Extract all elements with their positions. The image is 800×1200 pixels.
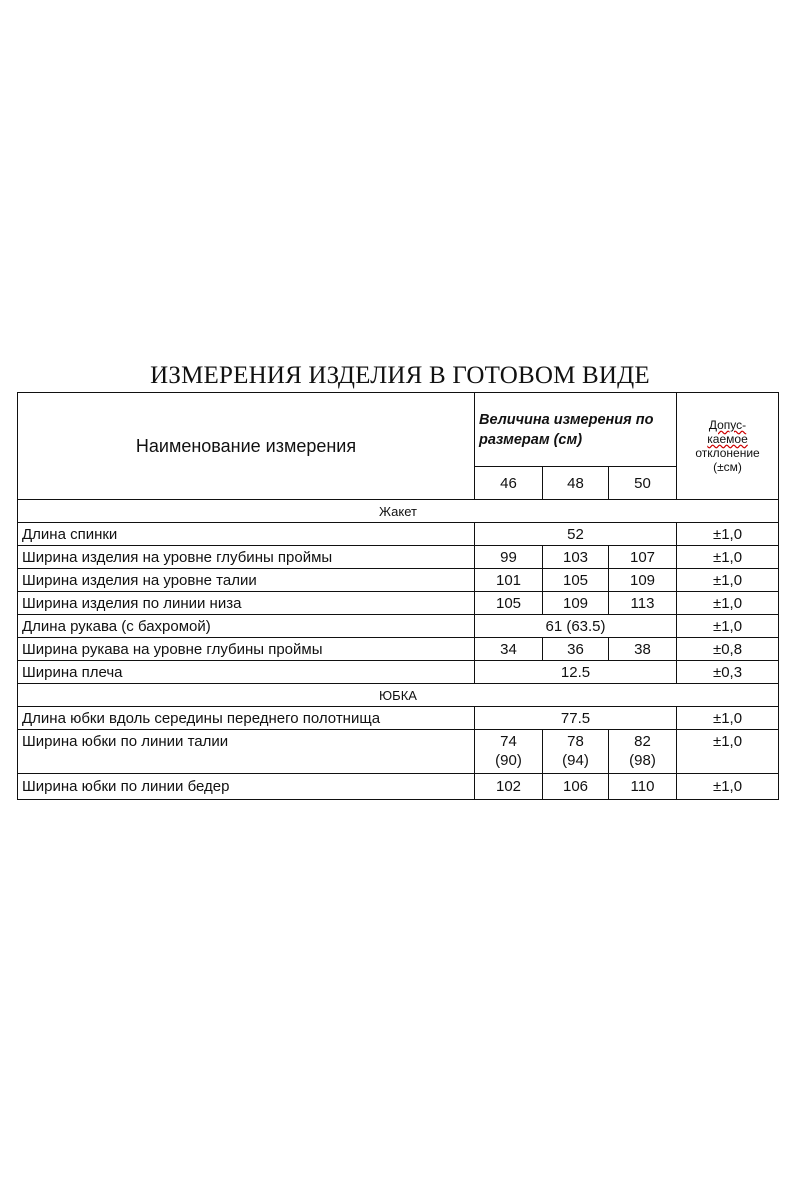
row-value-alt: (98) <box>629 752 656 769</box>
table-row <box>18 546 779 569</box>
row-name: Ширина плеча <box>18 661 475 684</box>
table-row <box>18 592 779 615</box>
row-value-46: 99 <box>475 546 543 569</box>
row-value-main: 74 <box>500 733 517 750</box>
row-value-50: 110 <box>609 774 677 800</box>
header-size-50: 50 <box>609 467 677 500</box>
row-value-48: 105 <box>543 569 609 592</box>
header-tolerance-line4: (±см) <box>713 460 742 474</box>
header-size-48: 48 <box>543 467 609 500</box>
header-tolerance-line3: отклонение <box>695 446 760 460</box>
row-value-46: 101 <box>475 569 543 592</box>
table-row <box>18 661 779 684</box>
table-row <box>18 523 779 546</box>
row-tolerance: ±1,0 <box>677 730 779 774</box>
row-value-46: 105 <box>475 592 543 615</box>
row-value-50: 109 <box>609 569 677 592</box>
row-value-merged: 12.5 <box>475 661 677 684</box>
row-tolerance: ±1,0 <box>677 707 779 730</box>
header-tolerance-line2: каемое <box>707 432 748 446</box>
row-tolerance: ±1,0 <box>677 546 779 569</box>
row-name: Длина юбки вдоль середины переднего полотнища <box>18 707 475 730</box>
row-tolerance: ±1,0 <box>677 615 779 638</box>
table-row <box>18 774 779 800</box>
row-value-46: 102 <box>475 774 543 800</box>
row-name: Ширина изделия на уровне глубины проймы <box>18 546 475 569</box>
header-name-column: Наименование измерения <box>18 393 475 500</box>
page-title: ИЗМЕРЕНИЯ ИЗДЕЛИЯ В ГОТОВОМ ВИДЕ <box>150 362 650 389</box>
header-size-group: Величина измерения по размерам (см) <box>475 393 677 467</box>
row-value-merged: 61 (63.5) <box>475 615 677 638</box>
row-name: Ширина рукава на уровне глубины проймы <box>18 638 475 661</box>
table-row <box>18 615 779 638</box>
row-value-48: 109 <box>543 592 609 615</box>
row-name: Ширина юбки по линии бедер <box>18 774 475 800</box>
row-value-50: 38 <box>609 638 677 661</box>
row-name: Длина спинки <box>18 523 475 546</box>
table-row <box>18 730 779 774</box>
row-tolerance: ±0,3 <box>677 661 779 684</box>
row-value-main: 78 <box>567 733 584 750</box>
row-value-50: 107 <box>609 546 677 569</box>
row-name: Длина рукава (с бахромой) <box>18 615 475 638</box>
header-tolerance-line1: Допус- <box>708 418 747 432</box>
measurements-table <box>17 392 779 800</box>
row-value-48: 106 <box>543 774 609 800</box>
row-value-alt: (94) <box>562 752 589 769</box>
row-value-48: 103 <box>543 546 609 569</box>
row-value-50 <box>609 730 677 774</box>
row-value-46 <box>475 730 543 774</box>
row-value-alt: (90) <box>495 752 522 769</box>
header-tolerance <box>677 393 779 500</box>
row-tolerance: ±1,0 <box>677 774 779 800</box>
row-value-46: 34 <box>475 638 543 661</box>
row-value-48: 36 <box>543 638 609 661</box>
header-size-46: 46 <box>475 467 543 500</box>
row-value-48 <box>543 730 609 774</box>
row-value-50: 113 <box>609 592 677 615</box>
table-row <box>18 638 779 661</box>
table-row <box>18 569 779 592</box>
row-value-merged: 52 <box>475 523 677 546</box>
section-title-skirt: ЮБКА <box>18 684 779 707</box>
row-name: Ширина изделия на уровне талии <box>18 569 475 592</box>
table-row <box>18 707 779 730</box>
row-name: Ширина юбки по линии талии <box>18 730 475 774</box>
section-title-jacket: Жакет <box>18 500 779 523</box>
row-tolerance: ±1,0 <box>677 523 779 546</box>
row-value-main: 82 <box>634 733 651 750</box>
row-tolerance: ±1,0 <box>677 592 779 615</box>
row-tolerance: ±1,0 <box>677 569 779 592</box>
row-tolerance: ±0,8 <box>677 638 779 661</box>
row-name: Ширина изделия по линии низа <box>18 592 475 615</box>
row-value-merged: 77.5 <box>475 707 677 730</box>
